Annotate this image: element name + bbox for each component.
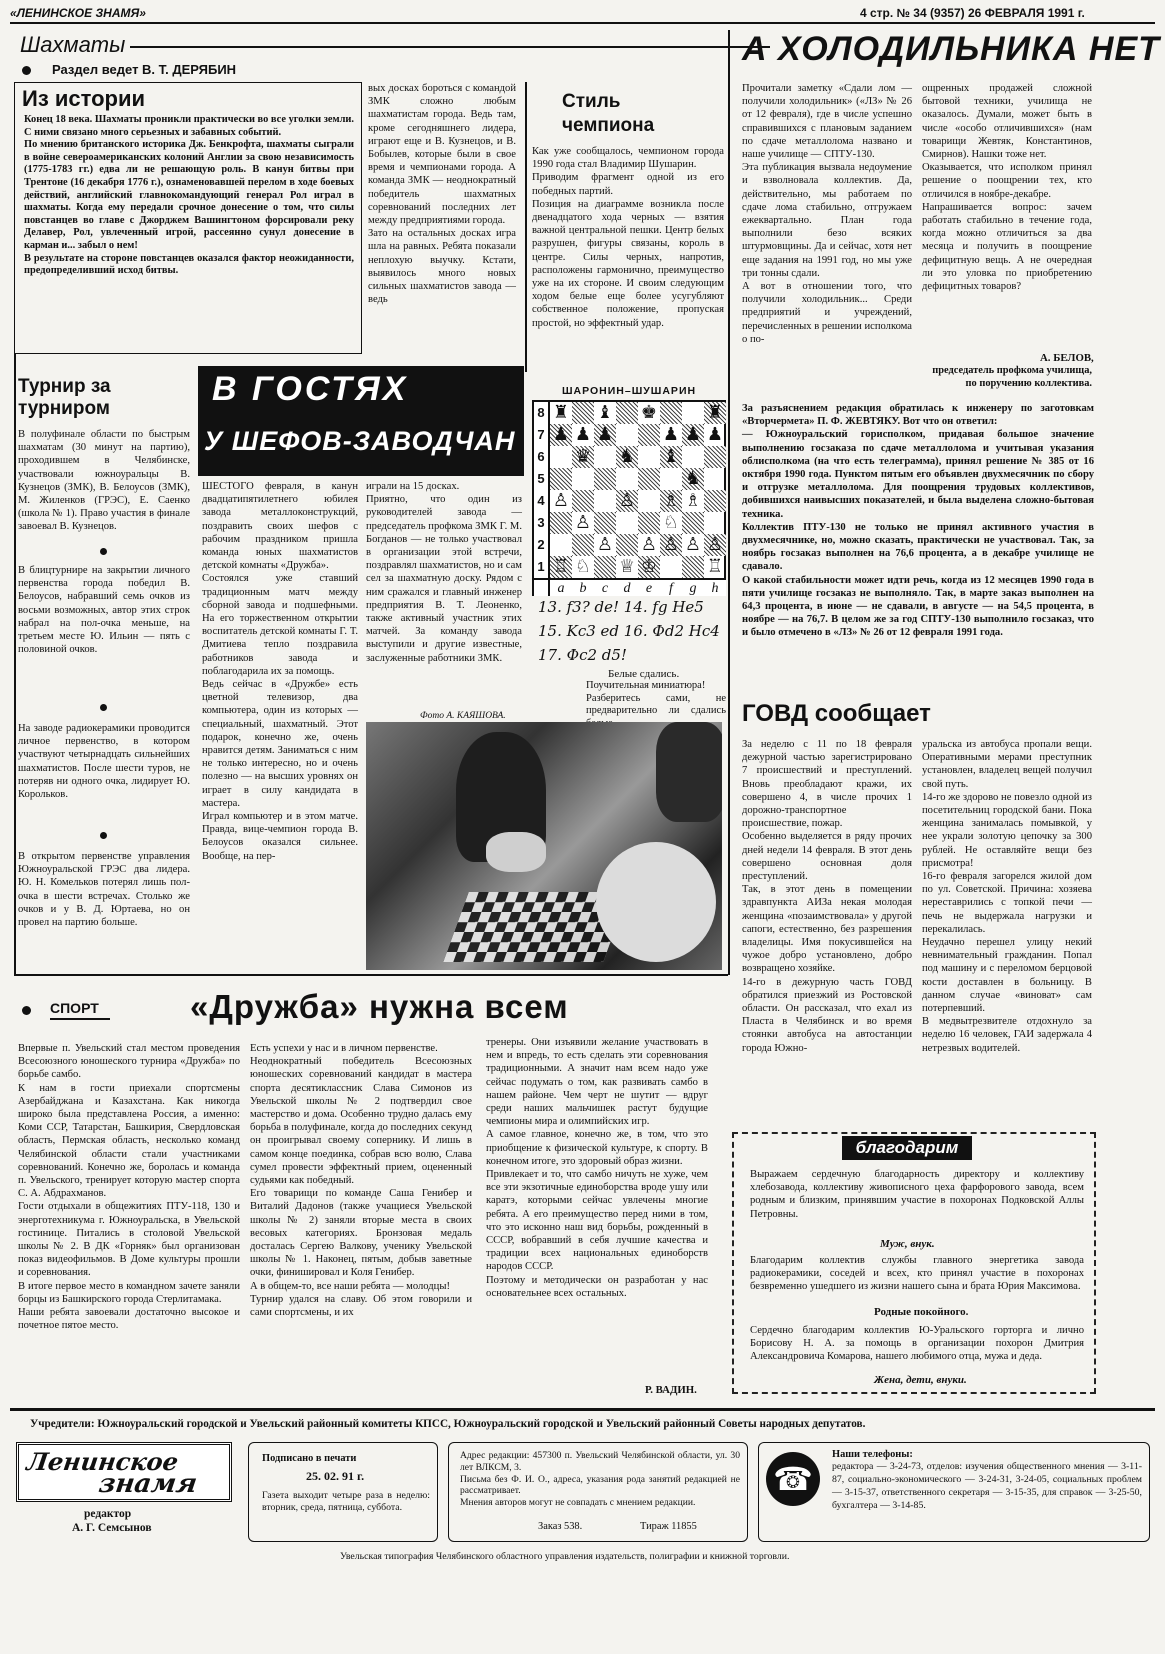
board-square bbox=[704, 490, 726, 512]
sport-rubric-rule bbox=[50, 1018, 110, 1020]
chess-piece-icon: ♖ bbox=[552, 556, 570, 577]
file-label: a bbox=[550, 578, 572, 596]
chess-piece-icon: ♟ bbox=[684, 424, 702, 445]
fridge-title: А ХОЛОДИЛЬНИКА НЕТ bbox=[742, 30, 1160, 68]
board-square bbox=[682, 446, 704, 468]
footer-signed-date: 25. 02. 91 г. bbox=[306, 1469, 365, 1483]
board-square bbox=[660, 402, 682, 424]
chess-piece-icon: ♛ bbox=[574, 446, 592, 467]
sport-col3: тренеры. Они изъявили желание участвовать в нем и впредь, то есть сделать эти соревнования традиционными. А значит нам всем надо уже сейчас подумать о том, как развивать самбо в нашем районе. Чем черт не шутит — вдруг среди наших мальчишек растут будущие чемпионы мира и олимпийских игр. А самое главное, конечно же, в том, что это приобщение к физической культуре, к спорту. В конечном итоге, это здоровый образ жизни. Привлекает и то, что самбо ничуть не хуже, чем все эти экзотичные единоборства вроде ушу или каратэ, которыми сейчас увлечены многие ребята. А его преимущество перед ними в том, что это исконно наш вид борьбы, рожденный в СССР, вобравший в себя лучшие качества и традиции всех национальных единоборств народов СССР. Поэтому и методически он разработан у нас основательнее всех остальных. bbox=[486, 1037, 708, 1299]
rank-label: 6 bbox=[534, 446, 550, 468]
thanks-s2: Родные покойного. bbox=[874, 1306, 969, 1318]
chess-piece-icon: ♘ bbox=[662, 512, 680, 533]
chess-piece-icon: ♟ bbox=[552, 424, 570, 445]
telephone-icon: ☎ bbox=[766, 1452, 820, 1506]
board-square bbox=[572, 468, 594, 490]
chess-piece-icon: ♜ bbox=[706, 402, 724, 423]
gres-text: В открытом первенстве управления Южноуральской ГРЭС два лидера. Ю. Н. Комельков потерял лишь пол-очка в шести встречах. Столько же очков и у В. Д. Юртаева, но он провел на партию больше. bbox=[18, 851, 190, 929]
board-square bbox=[594, 490, 616, 512]
fridge-reply: За разъяснением редакция обратилась к инженеру по заготовкам «Вторчермета» П. Ф. ЖЕВТЯКУ. Вот что он ответил: — Южноуральский горисполком, придавая большое значение выполнению госзаказа по сдаче металлолома и учитывая указания облисполкома (на что есть телеграмма), принял решение № 385 от 16 октября 1990 года. Пунктом пятым его объявлен двухмесячник по сбору и отгрузке металлолома. Для поощрения трудовых коллективов, добившихся наивысших показателей, и была выделена сложно-бытовая техника. Коллектив ПТУ-130 не только не принял активного участия в двухмесячнике, но, можно сказать, практически не участвовал. Так, за ноябрь госзаказ выполнен на 76,6 процента, а в декабре училище не сдавало. О какой стабильности может идти речь, когда из 12 месяцев 1990 года в пяти училище госзаказ не выполняло. Так, в марте заказ выполнен на 64,3 процента, в июне — не сдавали, в августе — на 54,5 процента, в ноябре — на 76,7. В целом же за год СПТУ-130 выполнило госзаказ, что и было отмечено в «ЛЗ» № 26 от 12 февраля 1991 года. bbox=[742, 403, 1094, 639]
logo-line-1: Ленинское bbox=[24, 1447, 181, 1476]
blitz-text: В блицтурнире на закрытии личного первенства города победил В. Белоусов, набравший семь очков из восьми возможных, автор этих строк набрал на пол-очка меньше, на третьем месте Ю. Ильин — пять с половиной очков. bbox=[18, 565, 190, 656]
chess-col2-text: вых досках бороться с командой ЗМК сложно любым шахматистам города. Ведь там, кроме сегодняшнего лидера, играют еще и В. Кузнецов, и В. Бобылев, которые были в свое время и чемпионами города. А команда ЗМК — неоднократный победитель шахматных соревнований последних лет между предприятиями города. Зато на остальных досках игра шла на равных. Ребята показали неплохую выучку. Кстати, выявилось много новых сильных шахматистов завода — ведь bbox=[368, 83, 516, 306]
board-square bbox=[616, 468, 638, 490]
board-square bbox=[704, 446, 726, 468]
board-square bbox=[616, 534, 638, 556]
photo-man-right bbox=[656, 722, 722, 822]
board-square bbox=[550, 512, 572, 534]
footer-circulation: Тираж 11855 bbox=[640, 1521, 697, 1532]
bullet-icon bbox=[100, 704, 107, 711]
board-square bbox=[660, 468, 682, 490]
board-square bbox=[638, 468, 660, 490]
moves-line-1: 13. f3? de! 14. fg He5 bbox=[538, 598, 704, 616]
board-square bbox=[616, 402, 638, 424]
chess-piece-icon: ♖ bbox=[706, 556, 724, 577]
thanks-p3: Сердечно благодарим коллектив Ю-Уральского горторга и лично Борисову Н. А. за помощь в организации похорон Дмитрия Александровича Комарова, нашего любимого отца, мужа и деда. bbox=[750, 1325, 1084, 1363]
chess-piece-icon: ♗ bbox=[662, 490, 680, 511]
thanks-p2: Благодарим коллектив службы главного энергетика завода радиокерамики, соседей и всех, кто принял участие в похоронах безвременно ушедшего из жизни нашего сына и брата Юрия Максимова. bbox=[750, 1255, 1084, 1293]
rank-label: 8 bbox=[534, 402, 550, 424]
chess-piece-icon: ♝ bbox=[662, 446, 680, 467]
chess-rubric: Шахматы bbox=[20, 32, 126, 57]
chess-piece-icon: ♙ bbox=[552, 490, 570, 511]
board-square bbox=[616, 512, 638, 534]
bullet-icon bbox=[100, 832, 107, 839]
chess-piece-icon: ♙ bbox=[706, 534, 724, 555]
footer-printer: Увельская типография Челябинского областного управления издательств, полиграфии и книжной торговли. bbox=[340, 1551, 790, 1562]
board-square bbox=[572, 402, 594, 424]
chess-piece-icon: ♔ bbox=[640, 556, 658, 577]
file-label: g bbox=[682, 578, 704, 596]
tournament-text: В полуфинале области по быстрым шахматам (30 минут на партию), проходившем в Челябинске, участвовали южноуральцы В. Кузнецов (ЗМК), В. Белоусов (ЗМК), М. Жиленков (ГРЭС), Е. Саенко (школа № 1). Право участия в финале завоевал В. Кузнецов. bbox=[18, 429, 190, 533]
board-square bbox=[594, 446, 616, 468]
sport-col1: Впервые п. Увельский стал местом проведения Всесоюзного юношеского турнира «Дружба» по борьбе самбо. К нам в гости приехали спортсмены Азербайджана и Казахстана. Как никогда широко была представлена Россия, а именно: Коми ССР, Татарстан, Башкирия, Свердловская область, Пермская область, несколько команд Челябинской области стали участниками соревнований. Конечно же, боролась и команда п. Увельского, тренирует которую мастер спорта С. А. Абдрахманов. Гости отдыхали в общежитиях ПТУ-118, 130 и энерготехникума г. Южноуральска, в Увельской гостинице. Питались в столовой Увельской школы № 2. В ДК «Горняк» был организован показ видеофильмов. В Доме культуры прошли и соревнования. В итоге первое место в командном зачете заняли борцы из Башкирского города Стерлитамака. Наши ребята завоевали достаточно высокое и почетное пятое место. bbox=[18, 1043, 240, 1332]
photo-hands bbox=[486, 832, 546, 872]
thanks-s1: Муж, внук. bbox=[880, 1238, 935, 1250]
footer-logo bbox=[16, 1442, 232, 1502]
chess-rubric-rule bbox=[130, 46, 770, 48]
chess-bottom-rule bbox=[14, 974, 728, 976]
chess-board bbox=[532, 400, 726, 596]
fridge-col2: ощренных продажей сложной бытовой техники, училища не оказалось. Думали, может быть в числе «особо отличившихся» (нам товарищи Жевтяк, Константинов, Смирнов). Нашки тоже нет. Оказывается, что исполком принял решение о поощрении тех, кто отличился в ноябре-декабре. Напрашивается вопрос: зачем работать стабильно в течение года, когда можно отличиться за два месяца и получить в поощрение дефицитную вещь. А не очередная ли это уловка по приобретению дефицитных товаров? bbox=[922, 83, 1092, 293]
sport-title: «Дружба» нужна всем bbox=[190, 988, 569, 1025]
chess-left-rule bbox=[14, 354, 16, 974]
thanks-s3: Жена, дети, внуки. bbox=[874, 1374, 967, 1386]
bullet-icon bbox=[22, 1006, 31, 1015]
chess-piece-icon: ♝ bbox=[596, 402, 614, 423]
style-title: Стиль чемпиона bbox=[562, 91, 655, 136]
chess-piece-icon: ♞ bbox=[684, 468, 702, 489]
board-square bbox=[550, 534, 572, 556]
rank-label: 7 bbox=[534, 424, 550, 446]
board-square bbox=[682, 402, 704, 424]
board-square bbox=[550, 468, 572, 490]
fridge-signature-role: председатель профкома училища, по поручению коллектива. bbox=[932, 365, 1092, 390]
bullet-icon bbox=[100, 548, 107, 555]
footer-editor-name: А. Г. Семсынов bbox=[72, 1522, 152, 1534]
chess-right-rule bbox=[728, 30, 730, 975]
footer-signed-label: Подписано в печати bbox=[262, 1453, 357, 1464]
chess-piece-icon: ♟ bbox=[662, 424, 680, 445]
fridge-col1: Прочитали заметку «Сдали лом — получили холодильник» («ЛЗ» № 26 от 12 февраля), где в числе успешно справившихся с плановым заданием по сдаче металлолома названо и наше училище — СПТУ-130. Эта публикация вызвала недоумение и взволновала коллектив. Да, действительно, мы работаем по сдаче лома стабильно, отгружаем ежеквартально. План года выполнили безо всяких штурмовщины. Да и сейчас, хотя нет еще задания на 1991 год, но мы уже три тонны сдали. А вот в отношении того, что получили холодильник... Среди предприятий и учреждений, перечисленных в решении исполкома о по- bbox=[742, 83, 912, 345]
chess-photo bbox=[366, 722, 722, 970]
chess-piece-icon: ♕ bbox=[618, 556, 636, 577]
board-square bbox=[682, 512, 704, 534]
sport-signature: Р. ВАДИН. bbox=[645, 1384, 697, 1396]
thanks-p1: Выражаем сердечную благодарность директору и коллективу хлебозавода, коллективу живописного цеха фарфорового завода, всем родным и близким, принявшим участие в похоронах Подковской Аллы Петровны. bbox=[750, 1169, 1084, 1220]
logo-line-2: знамя bbox=[96, 1469, 199, 1499]
footer-editor-label: редактор bbox=[84, 1508, 132, 1520]
rank-label: 4 bbox=[534, 490, 550, 512]
footer-founders: Учредители: Южноуральский городской и Увельский районный комитеты КПСС, Южноуральский городской и Увельский районный Советы народных депутатов. bbox=[30, 1418, 866, 1430]
masthead-rule bbox=[10, 22, 1155, 24]
board-square bbox=[572, 490, 594, 512]
guests-col2: играли на 15 досках. Приятно, что один из руководителей завода — председатель профкома ЗМК Г. М. Богданов — не только участвовал в организации этой встречи, поздравлял шахматистов, но и сам сел за шахматную доску. Рядом с ним сражался и главный инженер предприятия В. Т. Леоненко, также активный участник этих матчей. За команду завода выступили и другие известные, заслуженные работники ЗМК. bbox=[366, 481, 522, 664]
chess-editor: Раздел ведет В. Т. ДЕРЯБИН bbox=[52, 62, 237, 77]
file-label: c bbox=[594, 578, 616, 596]
masthead-right: 4 стр. № 34 (9357) 26 ФЕВРАЛЯ 1991 г. bbox=[860, 6, 1085, 20]
chess-piece-icon: ♙ bbox=[662, 534, 680, 555]
moves-line-3: 17. Фc2 d5! bbox=[538, 646, 627, 664]
history-title: Из истории bbox=[22, 86, 146, 111]
chess-piece-icon: ♙ bbox=[640, 534, 658, 555]
board-square bbox=[638, 446, 660, 468]
result-text: Белые сдались. bbox=[608, 668, 680, 680]
chess-piece-icon: ♙ bbox=[574, 512, 592, 533]
chess-piece-icon: ♚ bbox=[640, 402, 658, 423]
board-title: ШАРОНИН–ШУШАРИН bbox=[562, 385, 697, 397]
chess-piece-icon: ♟ bbox=[574, 424, 592, 445]
chess-piece-icon: ♟ bbox=[596, 424, 614, 445]
ceramic-text: На заводе радиокерамики проводится личное первенство, в котором участвуют четырнадцать сильнейших шахматистов. После шести туров, не потеряв ни одного очка, лидирует Ю. Корольков. bbox=[18, 723, 190, 801]
board-square bbox=[572, 534, 594, 556]
rank-label: 5 bbox=[534, 468, 550, 490]
chess-piece-icon: ♟ bbox=[706, 424, 724, 445]
board-square bbox=[704, 512, 726, 534]
board-corner bbox=[534, 578, 550, 596]
board-square bbox=[682, 556, 704, 578]
govd-col1: За неделю с 11 по 18 февраля дежурной частью зарегистрировано 7 происшествий и преступлений. Вновь преобладают кражи, их совершено 4, в числе прочих 1 дорожно-транспортное происшествие, пожар. Особенно выделяется в ряду прочих дней недели 14 февраля. В этот день совершено основная доля преступлений. Так, в этот день в помещении здравпункта АИЗа некая молодая женщина «позаимствовала» у другой сапоги, естественно, без разрешения владелицы. Имя покусившейся на чужое добро установлено, добро возвращено хозяйке. 14-го в дежурную часть ГОВД обратился приезжий из Ростовской области. Он рассказал, что ехал из Пласта в Челябинск и во время стоянки автобуса на автостанции города Южно- bbox=[742, 739, 912, 1054]
govd-title: ГОВД сообщает bbox=[742, 700, 931, 727]
file-label: e bbox=[638, 578, 660, 596]
footer-order: Заказ 538. bbox=[538, 1521, 583, 1532]
board-square bbox=[704, 468, 726, 490]
rank-label: 2 bbox=[534, 534, 550, 556]
file-label: d bbox=[616, 578, 638, 596]
rank-label: 3 bbox=[534, 512, 550, 534]
file-label: h bbox=[704, 578, 726, 596]
fridge-signature: А. БЕЛОВ, bbox=[1040, 352, 1094, 364]
thanks-banner: благодарим bbox=[842, 1136, 972, 1160]
chess-piece-icon: ♙ bbox=[618, 490, 636, 511]
guests-banner-line-1: В ГОСТЯХ bbox=[212, 370, 409, 408]
board-square bbox=[638, 512, 660, 534]
board-square bbox=[594, 512, 616, 534]
board-square bbox=[594, 556, 616, 578]
footer-phones: редактора — 3-24-73, отделов: изучения общественного мнения — 3-11-87, социально-экономического — 3-24-31, 3-24-05, социальных проблем — 3-15-37, ответственного секретаря — 3-15-35, для справок — 3-25-50, бухгалтера — 3-14-85. bbox=[832, 1461, 1142, 1511]
rank-label: 1 bbox=[534, 556, 550, 578]
photo-boy bbox=[596, 842, 716, 962]
history-text: Конец 18 века. Шахматы проникли практически во все уголки земли. С ними связано много серьезных и забавных событий. По мнению британского историка Дж. Бенкрофта, шахматы сыграли в войне североамериканских колоний Англии за свою независимость (1775-1783 гг.) едва ли не решающую роль. В канун битвы при Трентоне (16 декабря 1776 г.), ознаменовавшей перелом в ходе боевых действий, английский главнокомандующий генерал Рол играл в шахматы. Когда ему передали срочное донесение о том, что силы повстанцев во главе с Джорджем Вашингтоном форсировали реку Делавер, Рол, увлеченный игрой, рассеянно сунул донесение в карман и... забыл о нем! В результате на стороне повстанцев оказался фактор неожиданности, предопределивший исход битвы. bbox=[24, 114, 354, 277]
sport-rubric: СПОРТ bbox=[50, 1000, 99, 1016]
tournament-title: Турнир за турниром bbox=[18, 376, 111, 419]
board-square bbox=[660, 556, 682, 578]
result-note: Поучительная миниатюра! Разберитесь сами, не предварительно ли сдались bbox=[586, 680, 726, 716]
guests-col1: ШЕСТОГО февраля, в канун двадцатипятилетнего юбилея завода металлоконструкций, поздравить своих шефов с рабочим праздником пришла команда юных шахматистов детской комнаты «Дружба». Состоялся уже ставший традиционным матч между сборной завода и подшефными. На его торжественном открытии воспитатель детской комнаты Г. Т. Дмитиева тепло поздравила работников завода и поблагодарила их за помощь. Ведь сейчас в «Дружбе» есть цветной телевизор, два компьютера, один из которых — специальный, шахматный. Этот подарок, конечно же, очень нравится детям. Заниматься с ним не только интересно, но и очень полезно — на высших уровнях он играет в силу кандидата в мастера. Играл компьютер и в этом матче. Правда, вице-чемпион города В. Белоусов оказался сильнее. Вообще, на пер- bbox=[202, 481, 358, 862]
photo-credit: Фото А. КАЯШОВА. bbox=[420, 711, 506, 721]
chess-piece-icon: ♞ bbox=[618, 446, 636, 467]
sport-col2: Есть успехи у нас и в личном первенстве. Неоднократный победитель Всесоюзных юношеских соревнований кандидат в мастера спорта десятиклассник Слава Симонов из Увельской школы № 2 подтвердил свое мастерство и дома. Особенно трудно далась ему борьба в полуфинале, когда до последних секунд он проигрывал своему сопернику. И лишь в самом конце поединка, собрав всю волю, Слава сумел провести эффектный прием, оцененный судьями как победный. Его товарищи по команде Саша Генибер и Виталий Дадонов (также учащиеся Увельской школы № 2) заняли вторые места в своих весовых категориях. Бронзовая медаль досталась Сергею Валкову, ученику Увельской школы № 1. Наконец, пятым, добыв заветные очки, финишировал и Коля Генибер. А в общем-то, все наши ребята — молодцы! Турнир удался на славу. Об этом говорили и сами спортсмены, и их bbox=[250, 1043, 472, 1319]
board-square bbox=[638, 490, 660, 512]
board-square bbox=[616, 424, 638, 446]
moves-line-2: 15. Kc3 ed 16. Фd2 Hc4 bbox=[538, 622, 720, 640]
footer-schedule: Газета выходит четыре раза в неделю: вторник, среда, пятница, суббота. bbox=[262, 1490, 430, 1514]
footer-address: Адрес редакции: 457300 п. Увельский Челябинской области, ул. 30 лет ВЛКСМ, 3. Письма без Ф. И. О., адреса, указания рода занятий редакцией не рассматривает. Мнения авторов могут не совпадать с мнением редакции. bbox=[460, 1450, 740, 1509]
bullet-icon bbox=[22, 66, 31, 75]
chess-piece-icon: ♗ bbox=[684, 490, 702, 511]
chess-piece-icon: ♙ bbox=[596, 534, 614, 555]
board-square bbox=[550, 446, 572, 468]
chess-piece-icon: ♘ bbox=[574, 556, 592, 577]
board-square bbox=[638, 424, 660, 446]
chess-piece-icon: ♙ bbox=[684, 534, 702, 555]
chess-piece-icon: ♜ bbox=[552, 402, 570, 423]
style-text: Как уже сообщалось, чемпионом города 1990 года стал Владимир Шушарин. Приводим фрагмент одной из его победных партий. Позиция на диаграмме возникла после двенадцатого хода черных — взятия важной центральной пешки. Центр белых разрушен, фигуры связаны, король в центре. Силы черных, напротив, расположены гармонично, преимущество уже на их стороне. И своим следующим ходом белые еще более усугубляют собственное положение, пропуская простой, но эффектный удар. bbox=[532, 146, 724, 329]
footer-phones-label: Наши телефоны: bbox=[832, 1449, 913, 1460]
chess-mid-rule bbox=[525, 82, 527, 372]
guests-banner-line-2: У ШЕФОВ-ЗАВОДЧАН bbox=[204, 426, 516, 456]
board-square bbox=[594, 468, 616, 490]
file-label: f bbox=[660, 578, 682, 596]
masthead-left: «ЛЕНИНСКОЕ ЗНАМЯ» bbox=[10, 6, 146, 20]
file-label: b bbox=[572, 578, 594, 596]
footer-top-rule bbox=[10, 1408, 1155, 1411]
govd-col2: уральска из автобуса пропали вещи. Оперативными мерами преступник установлен, владелец вещей получил свой путь. 14-го же здорово не повезло одной из посетительниц городской бани. Пока женщина занималась помывкой, у нее украли золотую цепочку за 300 рублей. Не оставляйте вещи без присмотра! 16-го февраля загорелся жилой дом по ул. Советской. Причина: хозяева нереставрились с топкой печи — печь не выдержала нагрузки и перекалилась. Неудачно перешел улицу некий невнимательный гражданин. Попал под машину и с переломом берцовой кости доставлен в больницу. В данном случае «виноват» сам потерпевший. В медвытрезвителе отдохнуло за неделю 16 человек, ГАИ задержала 4 нетрезвых водителей. bbox=[922, 739, 1092, 1054]
